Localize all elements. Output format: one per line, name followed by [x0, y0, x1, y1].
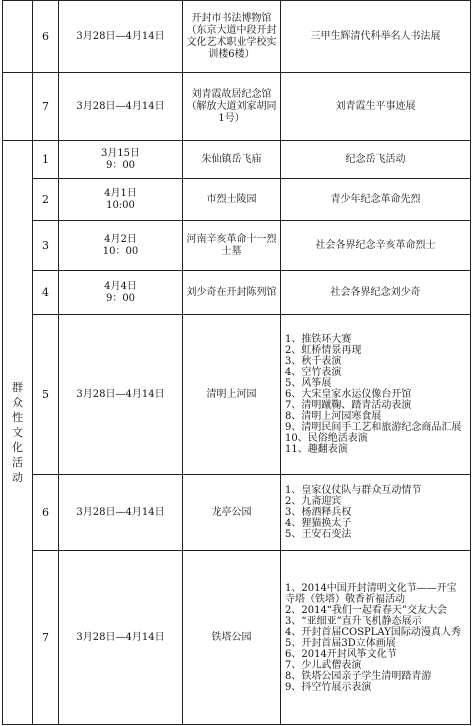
section-label: 群众性文化活动 [12, 381, 23, 484]
list-item: 2、虹桥情景再现 [285, 345, 362, 356]
list-item: 2、2014“我们一起看春天”交友大会 [285, 604, 448, 616]
row-date: 4月2日 10：00 [59, 221, 183, 271]
list-item: 1、2014中国开封清明文化节——开宝寺塔（铁塔）敬香祈福活动 [285, 582, 457, 605]
table-row [3, 475, 471, 551]
list-item: 5、开封首届3D立体画展 [285, 637, 396, 649]
list-item: 2、九斋迎宾 [285, 496, 342, 507]
row-activity: 纪念岳飞活动 [281, 141, 471, 179]
list-item: 9、抖空竹展示表演 [285, 681, 372, 693]
row-date: 4月1日 10:00 [59, 179, 183, 221]
row-date: 3月15日 9：00 [59, 141, 183, 179]
list-item: 7、少儿武僧表演 [285, 659, 362, 671]
list-item: 9、清明民间手工艺和旅游纪念商品汇展 [285, 422, 462, 433]
row-number: 3 [33, 221, 59, 271]
row-number: 2 [33, 179, 59, 221]
row-date: 3月28日—4月14日 [59, 315, 183, 475]
row-date: 4月4日 9：00 [59, 271, 183, 315]
table-row [3, 315, 471, 475]
table-row [3, 221, 471, 271]
table-row [3, 551, 471, 725]
row-number: 7 [33, 73, 59, 141]
row-venue: 龙亭公园 [183, 475, 281, 551]
list-item: 3、秋千表演 [285, 356, 342, 367]
list-item: 8、铁塔公园亲子学生清明踏青游 [285, 670, 432, 682]
row-venue: 开封市书法博物馆（东京大道中段开封文化艺术职业学校实训楼6楼） [183, 1, 281, 73]
list-item: 4、开封首届COSPLAY国际动漫真人秀 [285, 626, 461, 638]
row-date: 3月28日—4月14日 [59, 73, 183, 141]
section-cell-blank [3, 73, 33, 141]
list-item: 4、狸猫换太子 [285, 518, 352, 529]
list-item: 5、王安石变法 [285, 529, 352, 540]
activity-list-cell [281, 315, 471, 475]
table-row [3, 271, 471, 315]
list-item: 6、大宋皇家水运仪像台开馆 [285, 389, 412, 400]
activity-list-cell [281, 475, 471, 551]
table-row [3, 141, 471, 179]
row-activity: 刘青霞生平事迹展 [281, 73, 471, 141]
row-date: 3月28日—4月14日 [59, 475, 183, 551]
row-date: 3月28日—4月14日 [59, 1, 183, 73]
table-row [3, 73, 471, 141]
list-item: 4、空竹表演 [285, 367, 342, 378]
list-item: 10、民俗绝活表演 [285, 433, 368, 444]
row-date: 3月28日—4月14日 [59, 551, 183, 725]
row-activity: 三甲生辉清代科举名人书法展 [281, 1, 471, 73]
list-item: 11、趣翻表演 [285, 444, 348, 455]
row-activity: 社会各界纪念辛亥革命烈士 [281, 221, 471, 271]
row-venue: 河南辛亥革命十一烈士墓 [183, 221, 281, 271]
list-item: 3、杨酒释兵权 [285, 507, 352, 518]
row-venue: 市烈士陵园 [183, 179, 281, 221]
list-item: 5、风筝展 [285, 378, 332, 389]
section-cell-blank [3, 1, 33, 73]
list-item: 1、皇家仪仗队与群众互动情节 [285, 485, 422, 496]
row-number: 1 [33, 141, 59, 179]
activity-schedule-table [2, 0, 471, 725]
row-number: 4 [33, 271, 59, 315]
row-venue: 清明上河园 [183, 315, 281, 475]
row-number: 6 [33, 475, 59, 551]
list-item: 6、2014开封风筝文化节 [285, 648, 397, 660]
section-label-cell [3, 141, 33, 725]
table-row [3, 179, 471, 221]
row-activity: 社会各界纪念刘少奇 [281, 271, 471, 315]
row-venue: 刘少奇在开封陈列馆 [183, 271, 281, 315]
row-venue: 朱仙镇岳飞庙 [183, 141, 281, 179]
list-item: 1、推铁环大赛 [285, 334, 352, 345]
list-item: 8、清明上河园寒食展 [285, 411, 382, 422]
table-row [3, 1, 471, 73]
list-item: 3、“亚细亚”直升飞机静态展示 [285, 615, 422, 627]
row-activity: 青少年纪念革命先烈 [281, 179, 471, 221]
activity-list-cell [281, 551, 471, 725]
row-number: 6 [33, 1, 59, 73]
row-number: 7 [33, 551, 59, 725]
row-venue: 铁塔公园 [183, 551, 281, 725]
list-item: 7、清明蹴鞠、踏青活动表演 [285, 400, 412, 411]
row-number: 5 [33, 315, 59, 475]
row-venue: 刘青霞故居纪念馆（解放大道刘家胡同1号） [183, 73, 281, 141]
